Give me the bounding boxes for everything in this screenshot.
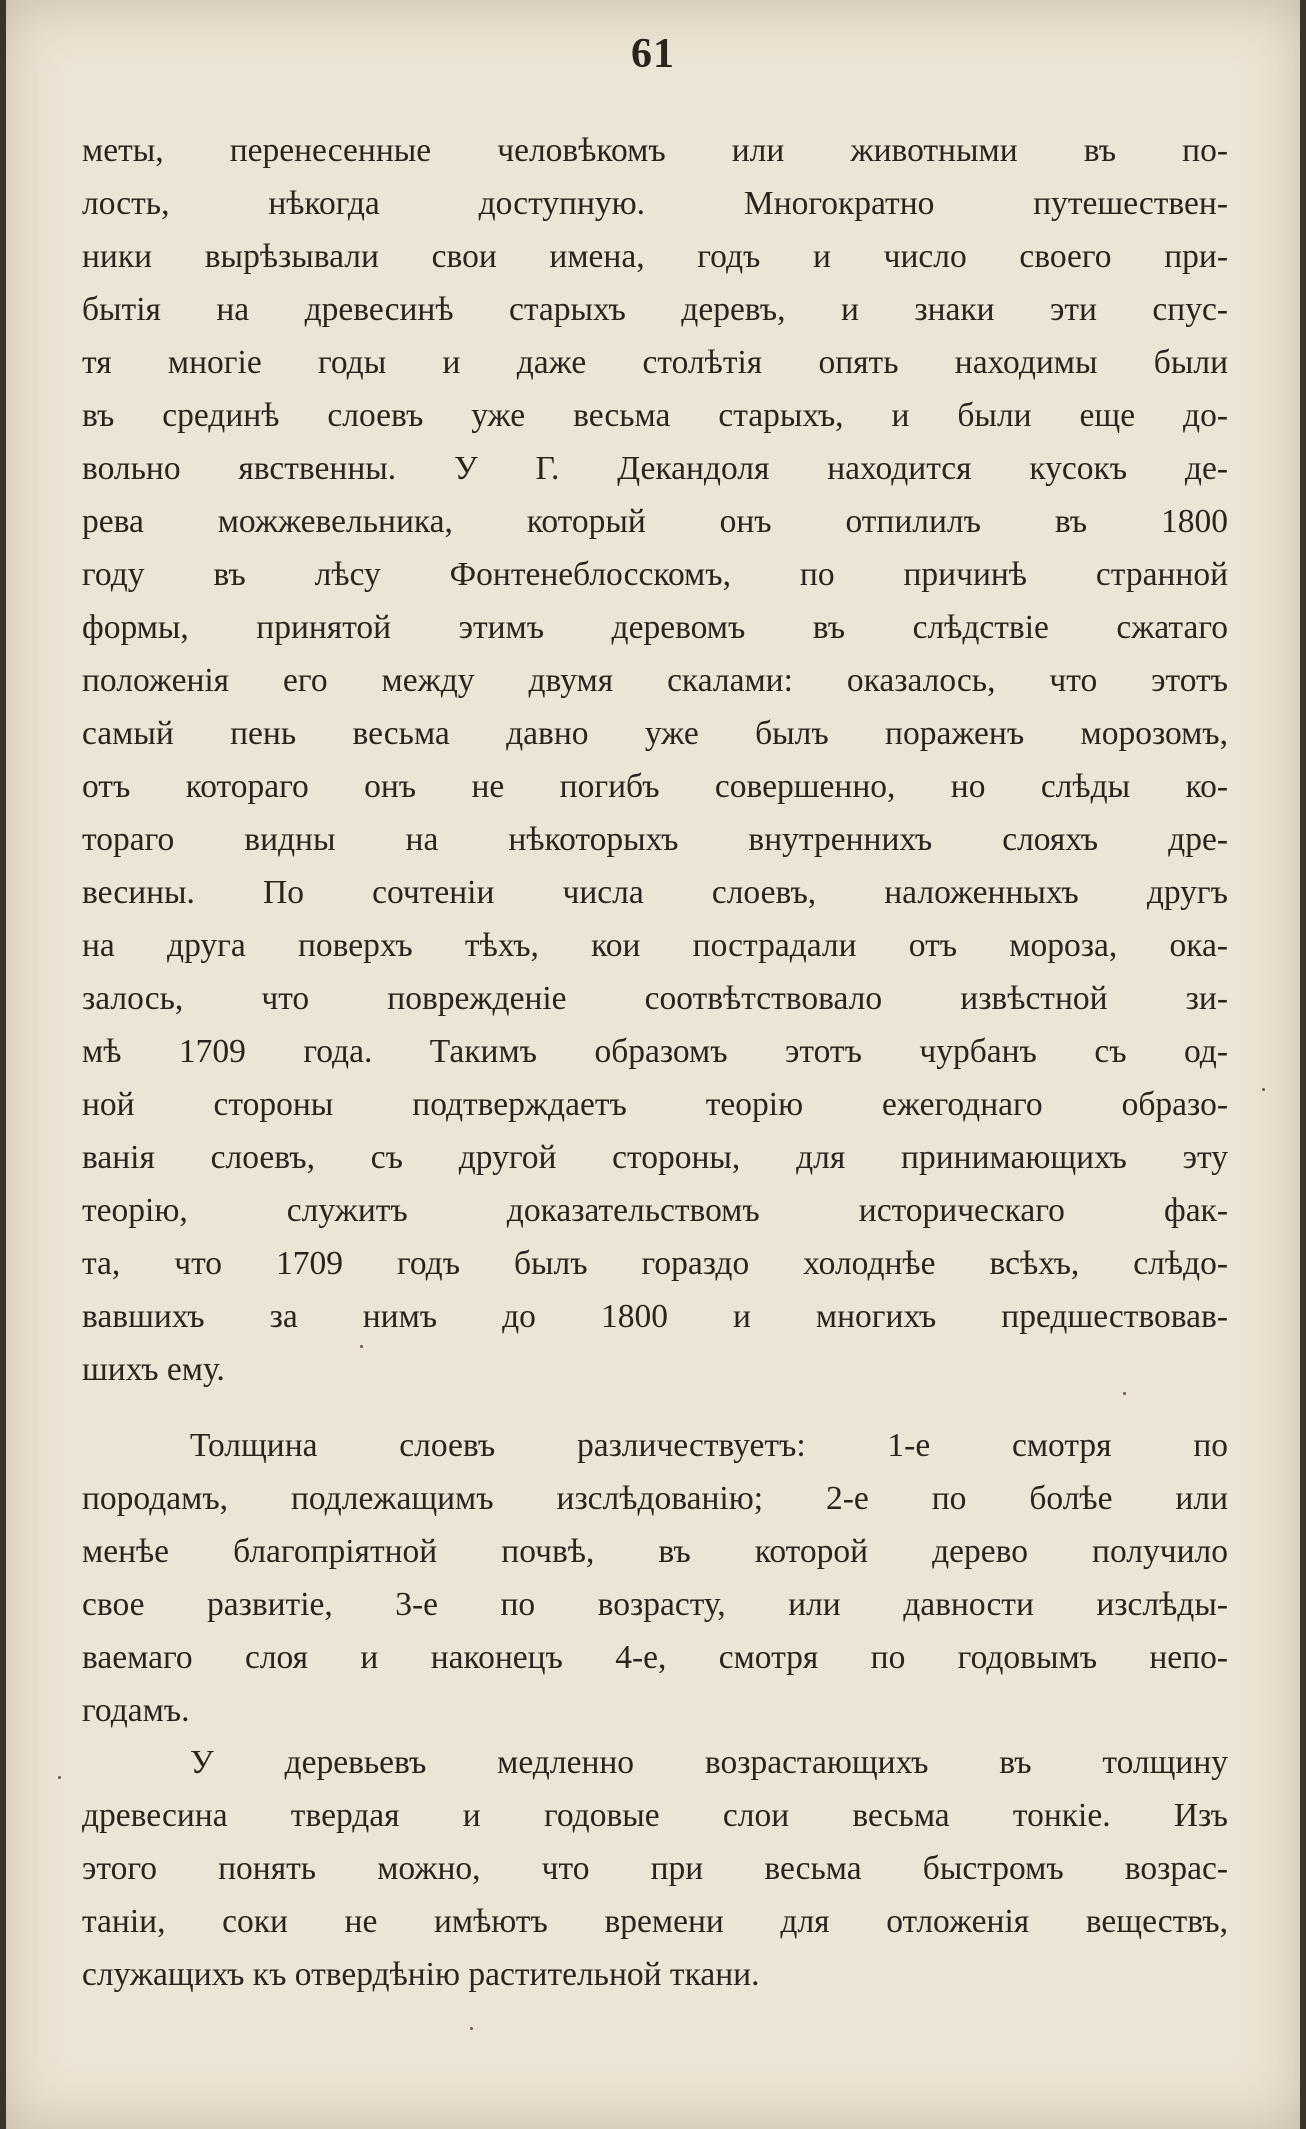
text-line: годамъ. [82,1692,190,1729]
text-line: менѣе благопріятной почвѣ, въ которой дерево получило [82,1533,1228,1570]
text-line: вольно явственны. У Г. Декандоля находится кусокъ де- [82,450,1228,487]
text-line: лость, нѣкогда доступную. Многократно путешествен- [82,185,1228,222]
paper-speck [58,1776,61,1779]
page-number: 61 [631,31,675,77]
text-line: тораго видны на нѣкоторыхъ внутреннихъ слояхъ дре- [82,821,1228,858]
text-line: бытія на древесинѣ старыхъ деревъ, и знаки эти спус- [82,291,1228,328]
text-line: служащихъ къ отвердѣнію растительной ткани. [82,1956,760,1993]
text-line: году въ лѣсу Фонтенеблосскомъ, по причинѣ странной [82,556,1228,593]
text-line: этого понять можно, что при весьма быстромъ возрас- [82,1850,1228,1887]
scan-edge-right [1300,0,1306,2129]
paragraph-3 [82,1736,1228,2001]
text-line: та, что 1709 годъ былъ гораздо холоднѣе всѣхъ, слѣдо- [82,1245,1228,1282]
text-line: ванія слоевъ, съ другой стороны, для принимающихъ эту [82,1139,1228,1176]
text-line: вавшихъ за нимъ до 1800 и многихъ предшествовав- [82,1298,1228,1335]
paragraph-2 [82,1419,1228,1737]
text-line: шихъ ему. [82,1351,225,1388]
paper-speck [470,2027,473,2030]
text-line: породамъ, подлежащимъ изслѣдованію; 2-е по болѣе или [82,1480,1228,1517]
scan-edge-left [0,0,6,2129]
text-line: древесина твердая и годовые слои весьма тонкіе. Изъ [82,1797,1228,1834]
paper-speck [1262,1088,1265,1091]
text-line: самый пень весьма давно уже былъ пораженъ морозомъ, [82,715,1228,752]
paper-speck [360,1345,363,1348]
text-line: въ срединѣ слоевъ уже весьма старыхъ, и были еще до- [82,397,1228,434]
text-line: ники вырѣзывали свои имена, годъ и число своего при- [82,238,1228,275]
text-line: рева можжевельника, который онъ отпилилъ въ 1800 [82,503,1228,540]
text-line: У деревьевъ медленно возрастающихъ въ толщину [190,1744,1228,1781]
text-line: мѣ 1709 года. Такимъ образомъ этотъ чурбанъ съ од- [82,1033,1228,1070]
text-line: тя многіе годы и даже столѣтія опять находимы были [82,344,1228,381]
text-line: ваемаго слоя и наконецъ 4-е, смотря по годовымъ непо- [82,1639,1228,1676]
text-line: ной стороны подтверждаетъ теорію ежегоднаго образо- [82,1086,1228,1123]
text-line: свое развитіе, 3-е по возрасту, или давности изслѣды- [82,1586,1228,1623]
paragraph-1 [82,124,1228,1396]
text-line: теорію, служитъ доказательствомъ историческаго фак- [82,1192,1228,1229]
text-line: залось, что поврежденіе соотвѣтствовало извѣстной зи- [82,980,1228,1017]
text-line: положенія его между двумя скалами: оказалось, что этотъ [82,662,1228,699]
text-line: формы, принятой этимъ деревомъ въ слѣдствіе сжатаго [82,609,1228,646]
text-line: весины. По сочтеніи числа слоевъ, наложенныхъ другъ [82,874,1228,911]
text-line: таніи, соки не имѣютъ времени для отложенія веществъ, [82,1903,1228,1940]
text-line: отъ котораго онъ не погибъ совершенно, но слѣды ко- [82,768,1228,805]
paper-speck [1123,1392,1126,1395]
text-line: на друга поверхъ тѣхъ, кои пострадали отъ мороза, ока- [82,927,1228,964]
text-line: Толщина слоевъ различествуетъ: 1-е смотря по [190,1427,1228,1464]
text-line: меты, перенесенные человѣкомъ или животными въ по- [82,132,1228,169]
